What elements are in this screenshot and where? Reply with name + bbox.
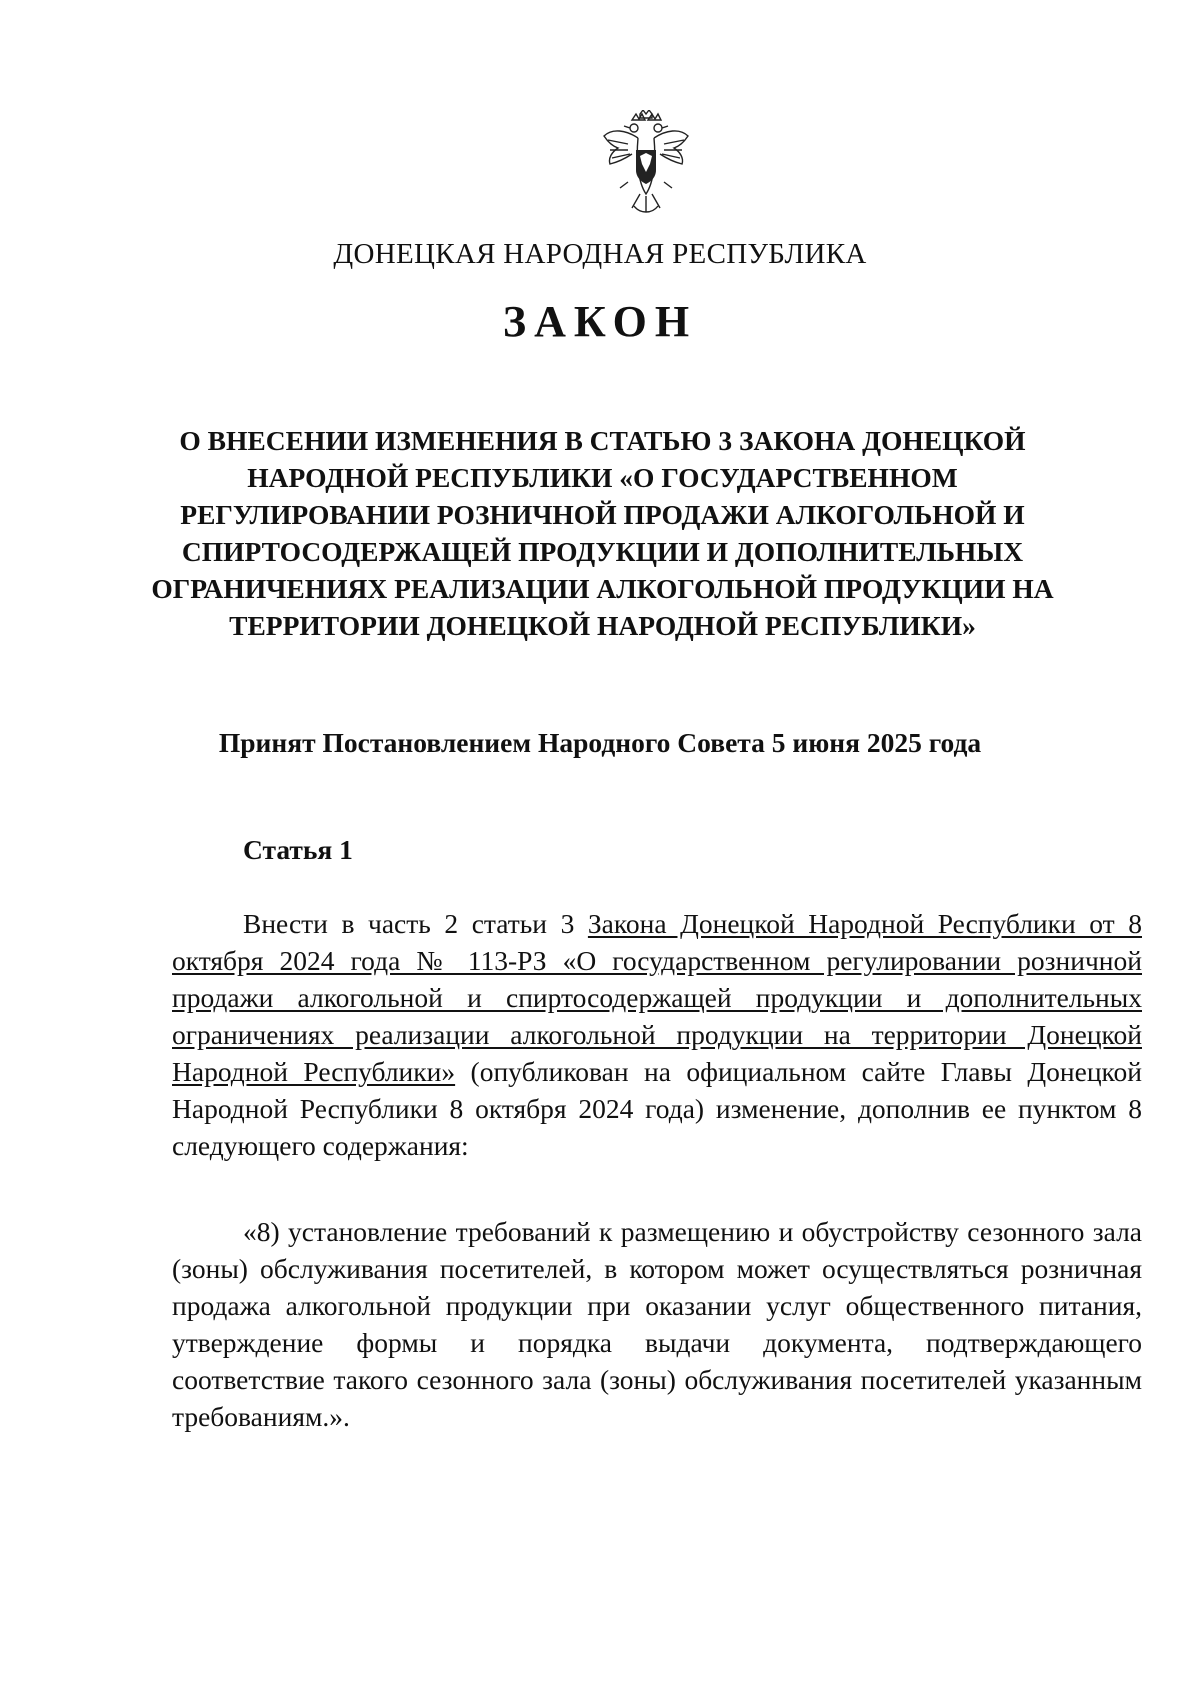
article-heading: Статья 1	[243, 834, 353, 865]
paragraph-intro: Внести в часть 2 статьи 3	[243, 908, 588, 939]
article-paragraph-2: «8) установление требований к размещению и обустройству сезонного зала (зоны) обслуживания посетителей, в котором может осуществляться розничная продажа алкогольной продукции при оказании услуг общественного питания, утверждение формы и порядка выдачи документа, подтверждающего соответствие такого сезонного зала (зоны) обслуживания посетителей указанным требованиям.».	[172, 1216, 1142, 1432]
adoption-note: Принят Постановлением Народного Совета 5 июня 2025 года	[218, 727, 982, 758]
coat-of-arms-emblem	[598, 110, 694, 222]
law-title: О ВНЕСЕНИИ ИЗМЕНЕНИЯ В СТАТЬЮ 3 ЗАКОНА ДОНЕЦКОЙ НАРОДНОЙ РЕСПУБЛИКИ «О ГОСУДАРСТВЕННОМ РЕГУЛИРОВАНИИ РОЗНИЧНОЙ ПРОДАЖИ АЛКОГОЛЬНОЙ И СПИРТОСОДЕРЖАЩЕЙ ПРОДУКЦИИ И ДОПОЛНИТЕЛЬНЫХ ОГРАНИЧЕНИЯХ РЕАЛИЗАЦИИ АЛКОГОЛЬНОЙ ПРОДУКЦИИ НА ТЕРРИТОРИИ ДОНЕЦКОЙ НАРОДНОЙ РЕСПУБЛИКИ»	[151, 425, 1054, 641]
paragraph-rest: (опубликован на официальном сайте Главы Донецкой Народной Республики 8 октября 2024 года) изменение, дополнив ее пунктом 8 следующего содержания:	[172, 1056, 1142, 1161]
law-reference-link[interactable]: Закона Донецкой Народной Республики от 8 октября 2024 года № 113-РЗ «О государственном регулировании розничной продажи алкогольной и спиртосодержащей продукции и дополнительных ограничениях реализации алкогольной продукции на территории Донецкой Народной Республики»	[172, 908, 1142, 1087]
republic-name: ДОНЕЦКАЯ НАРОДНАЯ РЕСПУБЛИКА	[333, 238, 867, 270]
document-type: ЗАКОН	[502, 297, 698, 346]
article-paragraph-1	[172, 905, 1142, 1164]
